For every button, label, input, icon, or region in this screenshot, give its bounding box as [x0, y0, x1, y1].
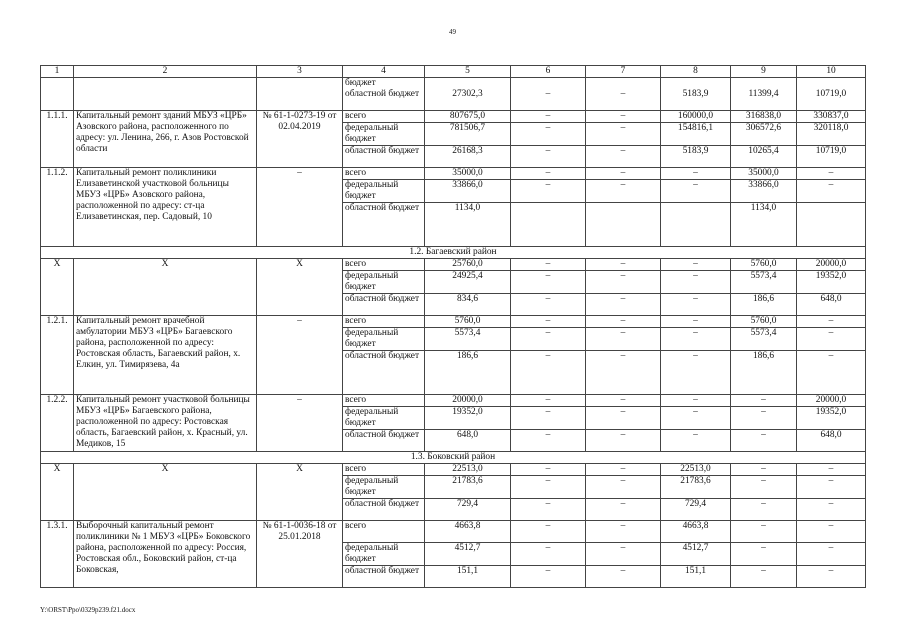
- object-name-cell: Капитальный ремонт поликлиники Елизаветинской участковой больницы МБУЗ «ЦРБ» Азовского района, расположенной по адресу: ст-ца Елизаветинская, пер. Садовый, 10: [74, 168, 257, 247]
- row-number-cell: 1.3.1.: [41, 521, 74, 588]
- row-number-cell: Х: [41, 464, 74, 521]
- value-cell: 1134,0: [425, 203, 511, 247]
- value-cell: –: [661, 395, 731, 407]
- value-cell: 10719,0: [797, 146, 866, 168]
- value-cell: 5760,0: [731, 259, 797, 271]
- value-cell: –: [797, 180, 866, 203]
- column-number: 2: [74, 66, 257, 78]
- document-cell: [257, 78, 343, 111]
- value-cell: 20000,0: [797, 259, 866, 271]
- value-cell: 151,1: [661, 566, 731, 588]
- column-number: 3: [257, 66, 343, 78]
- document-cell: –: [257, 395, 343, 452]
- value-cell: –: [661, 351, 731, 395]
- value-cell: [797, 203, 866, 247]
- funding-source-cell: областной бюджет: [343, 351, 425, 395]
- value-cell: –: [586, 111, 661, 123]
- project-line: [41, 316, 866, 328]
- funding-source-cell: всего: [343, 168, 425, 180]
- value-cell: 4663,8: [661, 521, 731, 543]
- value-cell: 151,1: [425, 566, 511, 588]
- funding-source-cell: федеральный бюджет: [343, 407, 425, 430]
- value-cell: 19352,0: [797, 407, 866, 430]
- document-cell: –: [257, 316, 343, 395]
- value-cell: 25760,0: [425, 259, 511, 271]
- funding-source-cell: федеральный бюджет: [343, 328, 425, 351]
- value-cell: –: [511, 430, 586, 452]
- value-cell: –: [797, 168, 866, 180]
- object-name-cell: Капитальный ремонт зданий МБУЗ «ЦРБ» Азовского района, расположенного по адресу: ул. Ленина, 266, г. Азов Ростовской области: [74, 111, 257, 168]
- value-cell: 1134,0: [731, 203, 797, 247]
- project-line: [41, 168, 866, 180]
- value-cell: –: [511, 294, 586, 316]
- value-cell: –: [511, 464, 586, 476]
- value-cell: 22513,0: [661, 464, 731, 476]
- funding-source-cell: федеральный бюджет: [343, 123, 425, 146]
- project-line: [41, 111, 866, 123]
- value-cell: –: [586, 180, 661, 203]
- value-cell: 320118,0: [797, 123, 866, 146]
- value-cell: –: [511, 259, 586, 271]
- value-cell: –: [511, 168, 586, 180]
- value-cell: –: [797, 328, 866, 351]
- funding-source-label: бюджет: [345, 78, 376, 88]
- value-cell: 33866,0: [425, 180, 511, 203]
- value-cell: –: [797, 464, 866, 476]
- value-cell: 5183,9: [661, 78, 731, 111]
- value-cell: –: [731, 430, 797, 452]
- value-cell: 330837,0: [797, 111, 866, 123]
- column-number: 8: [661, 66, 731, 78]
- column-number: 10: [797, 66, 866, 78]
- value-cell: 27302,3: [425, 78, 511, 111]
- value-cell: 5573,4: [425, 328, 511, 351]
- value-cell: –: [731, 464, 797, 476]
- value-cell: [661, 203, 731, 247]
- value-cell: –: [586, 294, 661, 316]
- value-cell: 20000,0: [425, 395, 511, 407]
- value-cell: –: [731, 499, 797, 521]
- district-total-line: [41, 259, 866, 271]
- funding-source-cell: всего: [343, 259, 425, 271]
- value-cell: 807675,0: [425, 111, 511, 123]
- value-cell: –: [731, 543, 797, 566]
- funding-source-cell: областной бюджет: [343, 430, 425, 452]
- funding-source-cell: всего: [343, 395, 425, 407]
- value-cell: –: [731, 476, 797, 499]
- column-number: 9: [731, 66, 797, 78]
- value-cell: 24925,4: [425, 271, 511, 294]
- object-name-cell: Х: [74, 259, 257, 316]
- value-cell: 4663,8: [425, 521, 511, 543]
- value-cell: –: [511, 351, 586, 395]
- district-total-line: [41, 464, 866, 476]
- district-title: 1.2. Багаевский район: [41, 247, 866, 259]
- value-cell: 648,0: [797, 294, 866, 316]
- object-name-cell: Х: [74, 464, 257, 521]
- value-cell: –: [586, 395, 661, 407]
- column-number: 5: [425, 66, 511, 78]
- value-cell: [511, 203, 586, 247]
- document-cell: Х: [257, 464, 343, 521]
- value-cell: –: [511, 78, 586, 111]
- funding-source-cell: всего: [343, 521, 425, 543]
- value-cell: –: [797, 521, 866, 543]
- funding-source-cell: областной бюджет: [343, 499, 425, 521]
- column-number: 1: [41, 66, 74, 78]
- value-cell: –: [586, 430, 661, 452]
- value-cell: 21783,6: [661, 476, 731, 499]
- value-cell: 10719,0: [797, 78, 866, 111]
- row-number-cell: 1.1.1.: [41, 111, 74, 168]
- value-cell: –: [511, 180, 586, 203]
- value-cell: 19352,0: [797, 271, 866, 294]
- value-cell: –: [797, 499, 866, 521]
- value-cell: –: [586, 328, 661, 351]
- value-cell: 22513,0: [425, 464, 511, 476]
- funding-source-cell: федеральный бюджет: [343, 476, 425, 499]
- continuation-row: [41, 78, 866, 111]
- value-cell: –: [731, 566, 797, 588]
- value-cell: 781506,7: [425, 123, 511, 146]
- district-title: 1.3. Боковский район: [41, 452, 866, 464]
- value-cell: –: [586, 464, 661, 476]
- value-cell: –: [586, 146, 661, 168]
- value-cell: –: [797, 351, 866, 395]
- value-cell: 35000,0: [425, 168, 511, 180]
- value-cell: –: [661, 294, 731, 316]
- funding-source-cell: федеральный бюджет: [343, 180, 425, 203]
- value-cell: 10265,4: [731, 146, 797, 168]
- value-cell: –: [661, 430, 731, 452]
- value-cell: –: [586, 316, 661, 328]
- funding-source-cell: всего: [343, 316, 425, 328]
- value-cell: 33866,0: [731, 180, 797, 203]
- value-cell: 26168,3: [425, 146, 511, 168]
- value-cell: –: [586, 566, 661, 588]
- value-cell: 5183,9: [661, 146, 731, 168]
- value-cell: 19352,0: [425, 407, 511, 430]
- value-cell: 186,6: [425, 351, 511, 395]
- value-cell: 5760,0: [425, 316, 511, 328]
- row-number-cell: 1.2.1.: [41, 316, 74, 395]
- value-cell: –: [586, 78, 661, 111]
- value-cell: –: [586, 543, 661, 566]
- page-number: 49: [449, 28, 456, 36]
- value-cell: 21783,6: [425, 476, 511, 499]
- value-cell: –: [511, 271, 586, 294]
- row-number-cell: 1.1.2.: [41, 168, 74, 247]
- value-cell: –: [511, 476, 586, 499]
- value-cell: 648,0: [797, 430, 866, 452]
- value-cell: –: [661, 316, 731, 328]
- value-cell: –: [586, 123, 661, 146]
- value-cell: –: [586, 351, 661, 395]
- value-cell: –: [511, 499, 586, 521]
- value-cell: –: [586, 259, 661, 271]
- project-line: [41, 395, 866, 407]
- document-cell: № 61-1-0036-18 от 25.01.2018: [257, 521, 343, 588]
- funding-source-cell: областной бюджет: [343, 566, 425, 588]
- value-cell: 834,6: [425, 294, 511, 316]
- column-number: 4: [343, 66, 425, 78]
- object-name-cell: [74, 78, 257, 111]
- value-cell: 160000,0: [661, 111, 731, 123]
- value-cell: –: [586, 521, 661, 543]
- value-cell: –: [511, 111, 586, 123]
- budget-table: [40, 65, 866, 588]
- column-number-row: [41, 66, 866, 78]
- value-cell: –: [511, 316, 586, 328]
- value-cell: 5573,4: [731, 328, 797, 351]
- value-cell: 5573,4: [731, 271, 797, 294]
- value-cell: 4512,7: [425, 543, 511, 566]
- value-cell: 35000,0: [731, 168, 797, 180]
- funding-source-cell: [343, 78, 425, 111]
- value-cell: –: [511, 543, 586, 566]
- value-cell: [586, 203, 661, 247]
- document-cell: № 61-1-0273-19 от 02.04.2019: [257, 111, 343, 168]
- row-number-cell: 1.2.2.: [41, 395, 74, 452]
- column-number: 6: [511, 66, 586, 78]
- value-cell: 5760,0: [731, 316, 797, 328]
- value-cell: –: [661, 168, 731, 180]
- column-number: 7: [586, 66, 661, 78]
- value-cell: –: [511, 521, 586, 543]
- funding-source-cell: всего: [343, 464, 425, 476]
- value-cell: –: [661, 259, 731, 271]
- value-cell: –: [797, 476, 866, 499]
- value-cell: 11399,4: [731, 78, 797, 111]
- value-cell: –: [661, 328, 731, 351]
- value-cell: –: [586, 499, 661, 521]
- value-cell: 186,6: [731, 294, 797, 316]
- value-cell: –: [586, 271, 661, 294]
- funding-source-cell: областной бюджет: [343, 203, 425, 247]
- value-cell: 648,0: [425, 430, 511, 452]
- project-line: [41, 521, 866, 543]
- value-cell: –: [586, 476, 661, 499]
- row-number-cell: [41, 78, 74, 111]
- value-cell: –: [797, 543, 866, 566]
- value-cell: –: [511, 395, 586, 407]
- value-cell: 729,4: [425, 499, 511, 521]
- object-name-cell: Выборочный капитальный ремонт поликлиники № 1 МБУЗ «ЦРБ» Боковского района, расположенной по адресу: Россия, Ростовская обл., Боковский район, ст-ца Боковская,: [74, 521, 257, 588]
- funding-source-cell: всего: [343, 111, 425, 123]
- value-cell: –: [661, 271, 731, 294]
- value-cell: –: [797, 316, 866, 328]
- value-cell: 186,6: [731, 351, 797, 395]
- value-cell: –: [731, 407, 797, 430]
- value-cell: 316838,0: [731, 111, 797, 123]
- value-cell: –: [797, 566, 866, 588]
- value-cell: –: [731, 521, 797, 543]
- value-cell: –: [511, 407, 586, 430]
- value-cell: –: [511, 566, 586, 588]
- document-cell: –: [257, 168, 343, 247]
- footer-file-path: Y:\ORST\Ppo\0329p239.f21.docx: [40, 606, 136, 614]
- value-cell: 729,4: [661, 499, 731, 521]
- funding-source-cell: федеральный бюджет: [343, 271, 425, 294]
- object-name-cell: Капитальный ремонт участковой больницы МБУЗ «ЦРБ» Багаевского района, расположенной по адресу: Ростовская область, Багаевский район, х. Красный, ул. Медиков, 15: [74, 395, 257, 452]
- funding-source-cell: федеральный бюджет: [343, 543, 425, 566]
- document-cell: Х: [257, 259, 343, 316]
- value-cell: –: [661, 407, 731, 430]
- funding-source-cell: областной бюджет: [343, 146, 425, 168]
- value-cell: –: [586, 168, 661, 180]
- value-cell: 4512,7: [661, 543, 731, 566]
- object-name-cell: Капитальный ремонт врачебной амбулатории МБУЗ «ЦРБ» Багаевского района, расположенной по адресу: Ростовская область, Багаевский район, х. Елкин, ул. Тимирязева, 4а: [74, 316, 257, 395]
- value-cell: 154816,1: [661, 123, 731, 146]
- value-cell: –: [511, 146, 586, 168]
- value-cell: –: [511, 328, 586, 351]
- district-header-row: [41, 247, 866, 259]
- district-header-row: [41, 452, 866, 464]
- funding-source-label: областной бюджет: [345, 89, 420, 99]
- row-number-cell: Х: [41, 259, 74, 316]
- value-cell: –: [511, 123, 586, 146]
- value-cell: –: [586, 407, 661, 430]
- value-cell: –: [661, 180, 731, 203]
- value-cell: 20000,0: [797, 395, 866, 407]
- value-cell: –: [731, 395, 797, 407]
- value-cell: 306572,6: [731, 123, 797, 146]
- funding-source-cell: областной бюджет: [343, 294, 425, 316]
